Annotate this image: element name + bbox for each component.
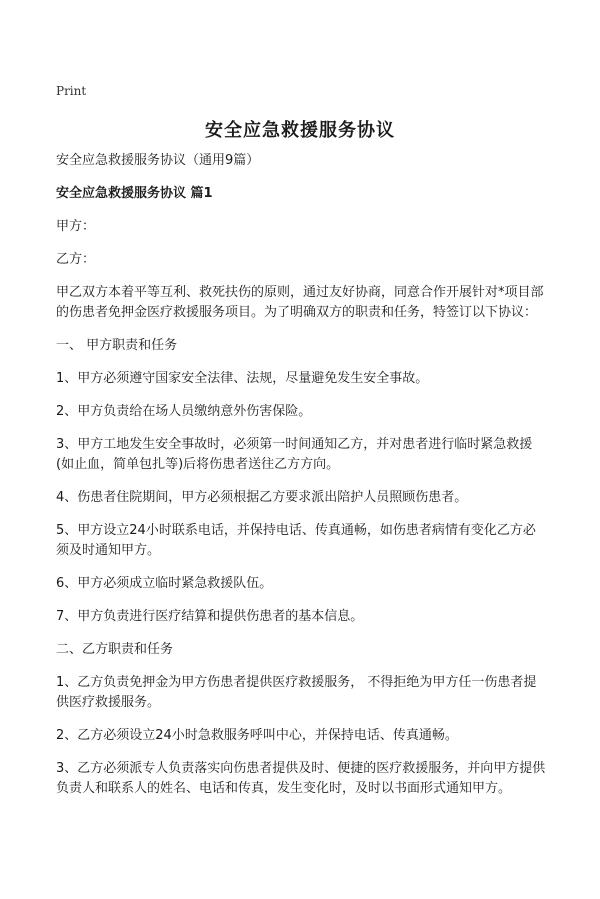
paragraph: 甲方：: [56, 219, 96, 234]
paragraph: 乙方：: [56, 252, 96, 267]
paragraph: 2、乙方必须设立24小时急救服务呼叫中心，并保持电话、传真通畅。: [56, 728, 458, 743]
paragraph: 2、甲方负责给在场人员缴纳意外伤害保险。: [56, 404, 312, 419]
paragraph: 4、伤患者住院期间，甲方必须根据乙方要求派出陪护人员照顾伤患者。: [56, 490, 468, 505]
paragraph: 3、甲方工地发生安全事故时，必须第一时间通知乙方，并对患者进行临时紧急救援(如止血，简单包扎等)后将伤患者送往乙方方向。: [56, 437, 533, 472]
paragraph: 7、甲方负责进行医疗结算和提供伤患者的基本信息。: [56, 609, 364, 624]
paragraph: 一、 甲方职责和任务: [56, 338, 178, 353]
paragraph: 甲乙双方本着平等互利、救死扶伤的原则，通过友好协商，同意合作开展针对*项目部的伤患者免押金医疗救援服务项目。为了明确双方的职责和任务，特签订以下协议：: [56, 285, 544, 320]
paragraph: 1、甲方必须遵守国家安全法律、法规，尽量避免发生安全事故。: [56, 371, 429, 386]
paragraph: 6、甲方必须成立临时紧急救援队伍。: [56, 576, 273, 591]
document-body: [56, 151, 546, 812]
document-subtitle: 安全应急救援服务协议（通用9篇）: [56, 153, 260, 168]
paragraph: 5、甲方设立24小时联系电话，并保持电话、传真通畅，如伤患者病情有变化乙方必须及时通知甲方。: [56, 523, 536, 558]
section-heading: 安全应急救援服务协议 篇1: [56, 186, 213, 201]
paragraph: 3、乙方必须派专人负责落实向伤患者提供及时、便捷的医疗救援服务，并向甲方提供负责人和联系人的姓名、电话和传真，发生变化时，及时以书面形式通知甲方。: [56, 761, 546, 796]
print-label: Print: [56, 84, 87, 98]
paragraph: 1、乙方负责免押金为甲方伤患者提供医疗救援服务， 不得拒绝为甲方任一伤患者提供医疗救援服务。: [56, 675, 537, 710]
paragraph: 二、乙方职责和任务: [56, 642, 174, 657]
document-title: 安全应急救援服务协议: [205, 120, 395, 141]
